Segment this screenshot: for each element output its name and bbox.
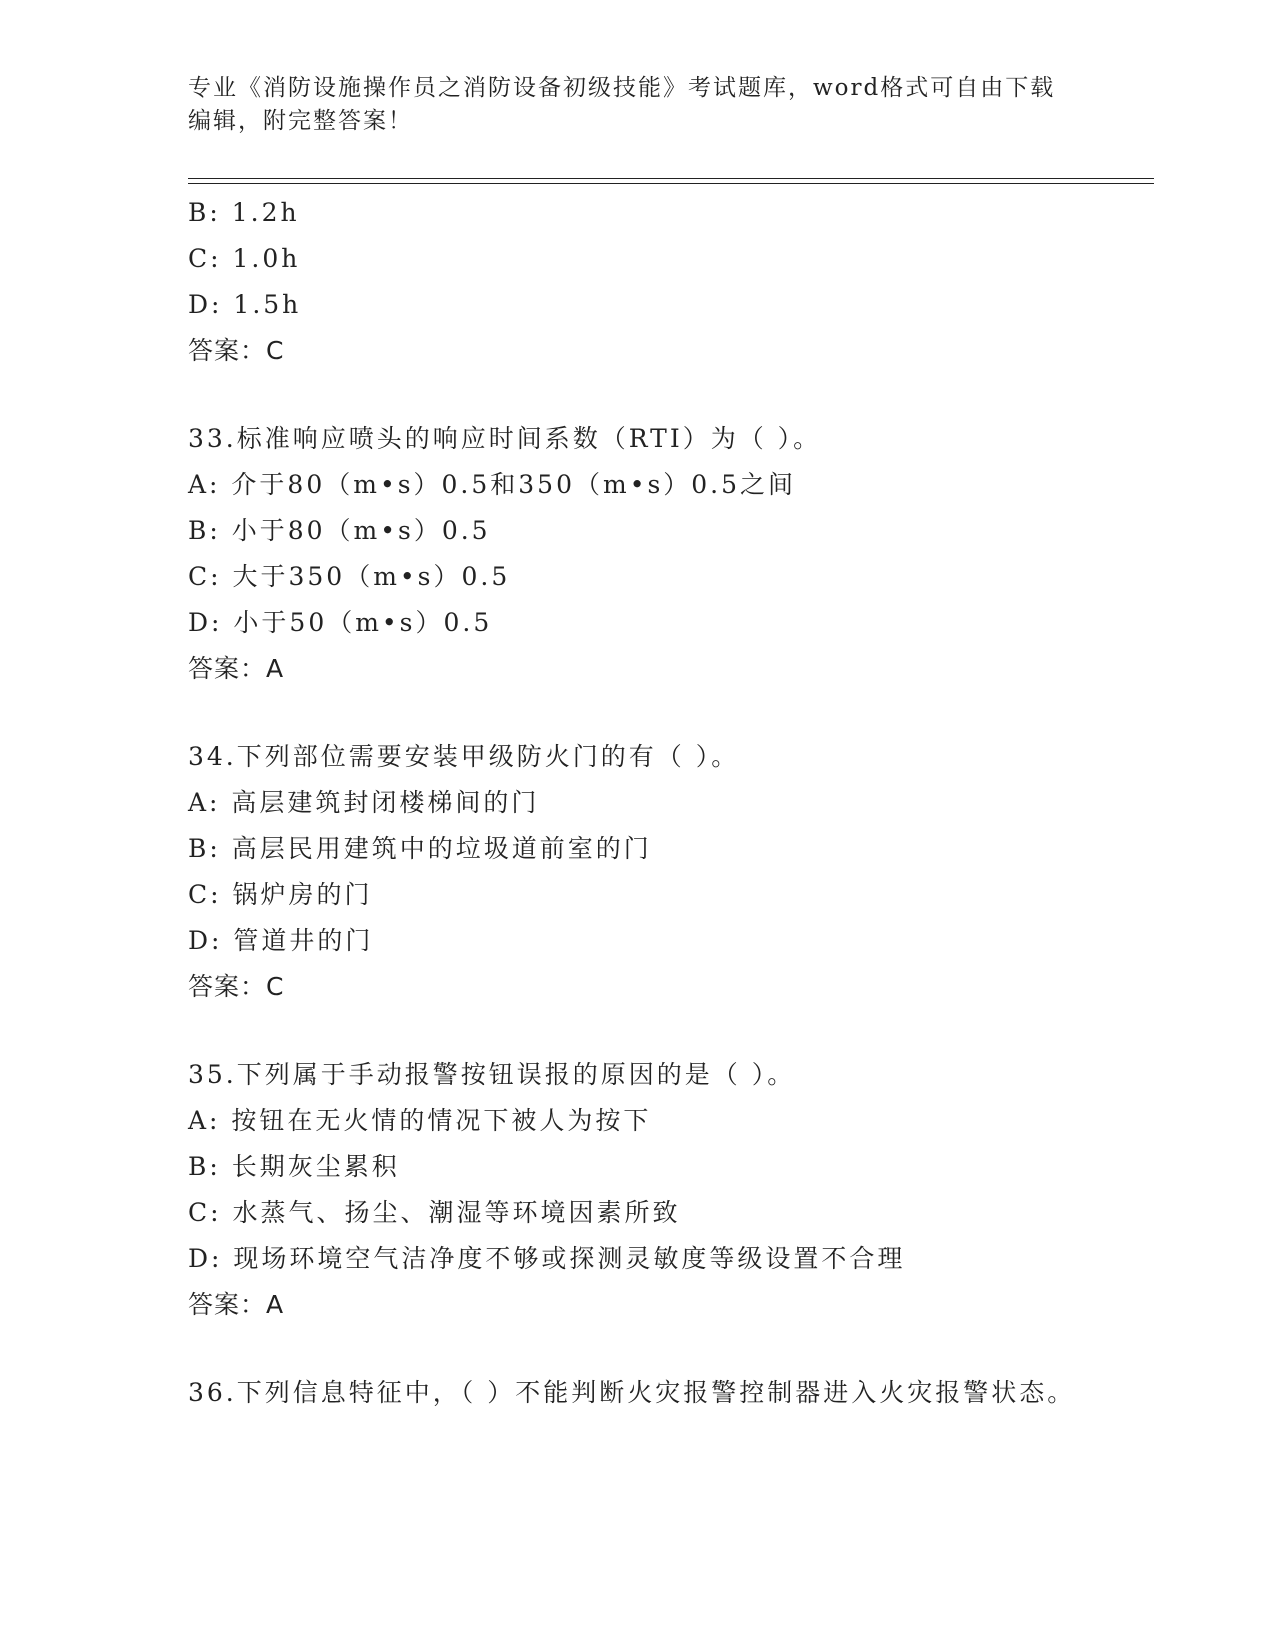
option-d: D: 管道井的门 xyxy=(188,926,374,955)
header-rule-top xyxy=(188,178,1154,179)
question-stem: 33.标准响应喷头的响应时间系数（RTI）为（ ）。 xyxy=(188,424,822,453)
option-a: A: 高层建筑封闭楼梯间的门 xyxy=(188,788,540,817)
option-c: C: 大于350（m•s）0.5 xyxy=(188,562,511,591)
question-stem: 35.下列属于手动报警按钮误报的原因的是（ ）。 xyxy=(188,1060,796,1089)
answer: 答案：A xyxy=(188,1290,285,1319)
option-d: D: 小于50（m•s）0.5 xyxy=(188,608,493,637)
document-header: 专业《消防设施操作员之消防设备初级技能》考试题库，word格式可自由下载编辑，附完整答案！ xyxy=(188,75,1056,134)
option-b: B: 长期灰尘累积 xyxy=(188,1152,400,1181)
option-a: A: 按钮在无火情的情况下被人为按下 xyxy=(188,1106,652,1135)
option-a: A: 介于80（m•s）0.5和350（m•s）0.5之间 xyxy=(188,470,797,499)
question-list xyxy=(188,190,1108,1416)
option-d: D: 现场环境空气洁净度不够或探测灵敏度等级设置不合理 xyxy=(188,1244,906,1273)
option-b: B: 小于80（m•s）0.5 xyxy=(188,516,491,545)
option-c: C: 水蒸气、扬尘、潮湿等环境因素所致 xyxy=(188,1198,681,1227)
option-c: C: 1.0h xyxy=(188,244,301,273)
option-d: D: 1.5h xyxy=(188,290,302,319)
header-rule-bottom xyxy=(188,183,1154,184)
option-b: B: 1.2h xyxy=(188,198,300,227)
answer: 答案：C xyxy=(188,336,285,365)
option-b: B: 高层民用建筑中的垃圾道前室的门 xyxy=(188,834,652,863)
question-stem: 36.下列信息特征中，（ ）不能判断火灾报警控制器进入火灾报警状态。 xyxy=(188,1378,1076,1407)
option-c: C: 锅炉房的门 xyxy=(188,880,373,909)
answer: 答案：A xyxy=(188,654,285,683)
answer: 答案：C xyxy=(188,972,285,1001)
question-stem: 34.下列部位需要安装甲级防火门的有（ ）。 xyxy=(188,742,740,771)
